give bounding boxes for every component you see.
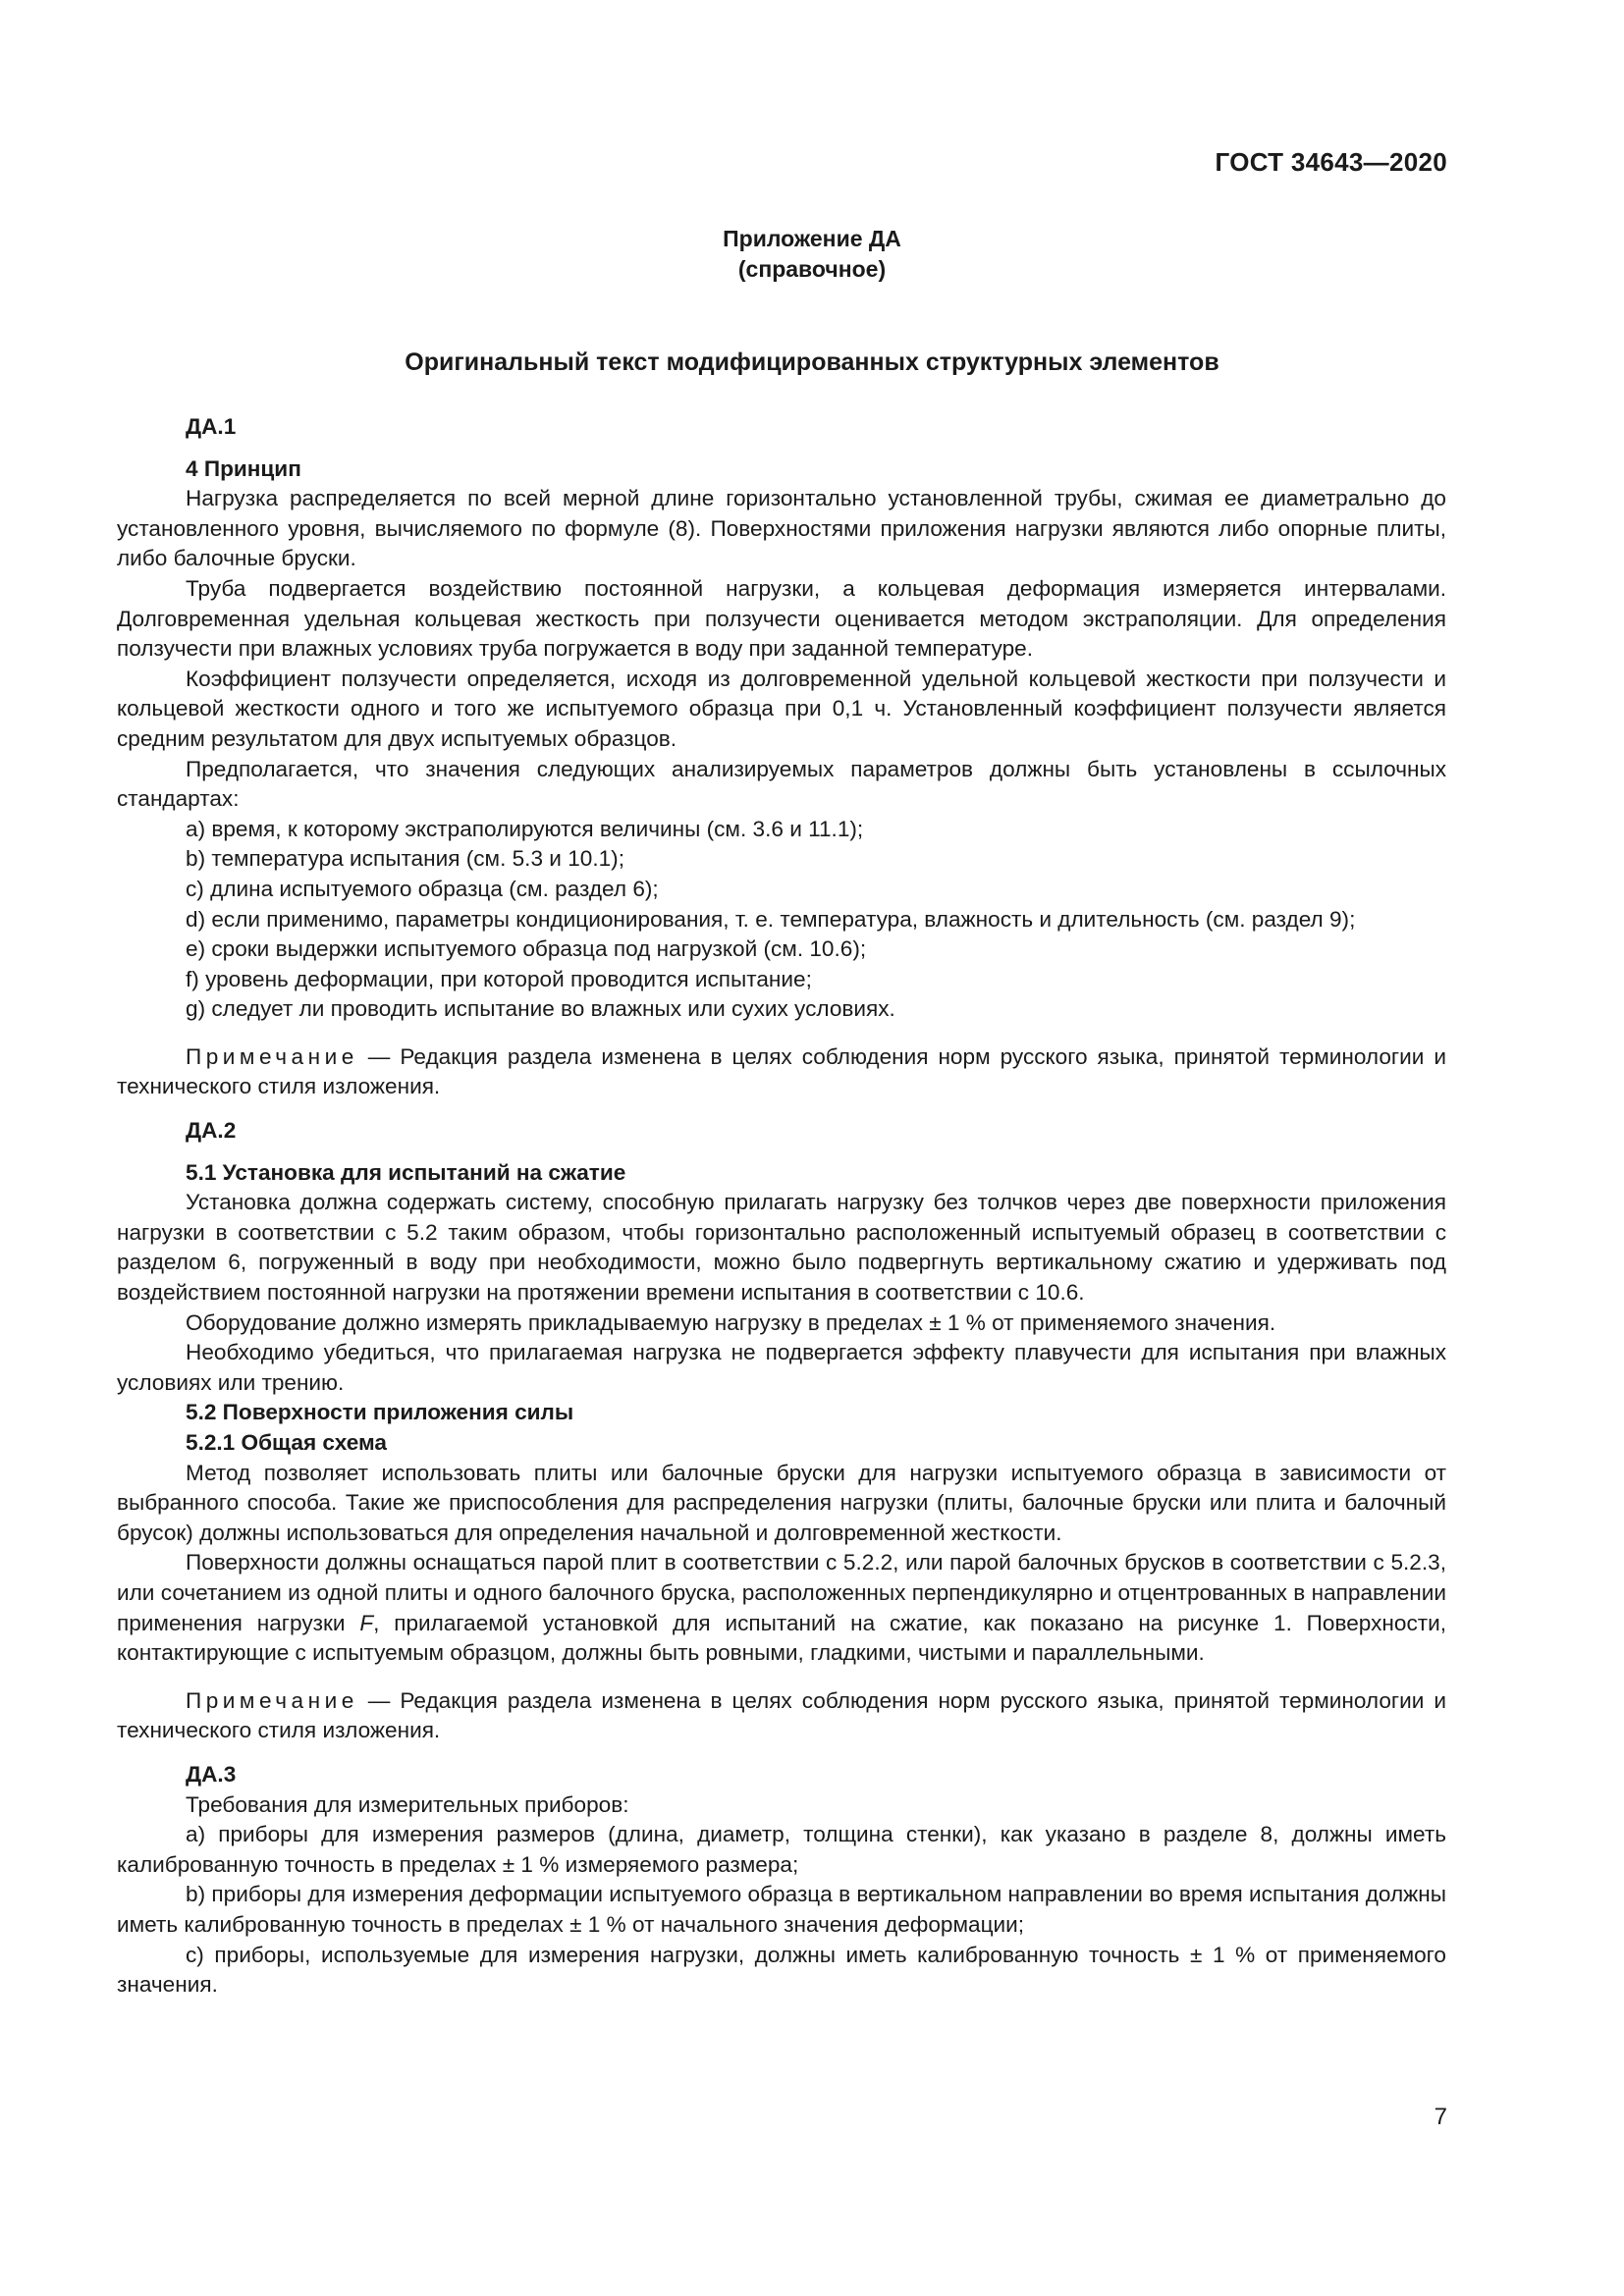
section-label-da1: ДА.1 bbox=[186, 414, 237, 439]
paragraph: Труба подвергается воздействию постоянной нагрузки, а кольцевая деформация измеряется интервалами. Долговременная удельная кольцевая жесткость при ползучести оценивается методом экстраполяции. Для определения ползучести при влажных условиях труба погружается в воду при заданной температуре. bbox=[117, 575, 1446, 662]
list-item: e) сроки выдержки испытуемого образца под нагрузкой (см. 10.6); bbox=[186, 936, 867, 962]
section-label-da2: ДА.2 bbox=[186, 1118, 237, 1144]
paragraph: Метод позволяет использовать плиты или балочные бруски для нагрузки испытуемого образца в зависимости от выбранного способа. Такие же приспособления для распределения нагрузки (плиты, балочные бруски или плита и балочный брусок) должны использоваться для определения начальной и долговременной жесткости. bbox=[117, 1460, 1446, 1545]
paragraph: Установка должна содержать систему, способную прилагать нагрузку без толчков через две поверхности приложения нагрузки в соответствии с 5.2 таким образом, чтобы горизонтально расположенный испытуемый образец в соответствии с разделом 6, погруженный в воду при необходимости, можно было подвергнуть вертикальному сжатию и удерживать под воздействием постоянной нагрузки на протяжении времени испытания в соответствии с 10.6. bbox=[117, 1190, 1446, 1306]
list-item: a) время, к которому экстраполируются величины (см. 3.6 и 11.1); bbox=[186, 816, 864, 841]
annex-type: (справочное) bbox=[737, 256, 887, 282]
list-item: g) следует ли проводить испытание во влажных или сухих условиях. bbox=[186, 996, 895, 1022]
note-label: Примечание bbox=[186, 1043, 358, 1069]
note-text: — Редакция раздела изменена в целях соблюдения норм русского языка, принятой терминологии и технического стиля изложения. bbox=[117, 1687, 1446, 1743]
list-item: a) приборы для измерения размеров (длина, диаметр, толщина стенки), как указано в разделе 8, должны иметь калиброванную точность в пределах ± 1 % измеряемого размера; bbox=[117, 1822, 1446, 1877]
standard-id: ГОСТ 34643—2020 bbox=[1215, 147, 1447, 177]
document-body bbox=[117, 412, 1446, 2001]
section-title-5-2-1: 5.2.1 Общая схема bbox=[186, 1430, 387, 1455]
paragraph: Необходимо убедиться, что прилагаемая нагрузка не подвергается эффекту плавучести для испытания при влажных условиях или трению. bbox=[117, 1340, 1446, 1395]
note-text: — Редакция раздела изменена в целях соблюдения норм русского языка, принятой терминологии и технического стиля изложения. bbox=[117, 1043, 1446, 1099]
section-label-da3: ДА.3 bbox=[186, 1761, 237, 1787]
paragraph: Требования для измерительных приборов: bbox=[186, 1791, 629, 1817]
note bbox=[117, 1686, 1446, 1746]
section-title-5-2: 5.2 Поверхности приложения силы bbox=[186, 1400, 574, 1425]
annex-title: Приложение ДА bbox=[723, 226, 901, 251]
note-label: Примечание bbox=[186, 1687, 358, 1713]
paragraph-text: , прилагаемой установкой для испытаний на сжатие, как показано на рисунке 1. Поверхности, контактирующие с испытуемым образцом, должны быть ровными, гладкими, чистыми и параллельными. bbox=[117, 1610, 1446, 1666]
paragraph-text: Поверхности должны оснащаться парой плит в соответствии с 5.2.2, или парой балочных брусков в соответствии с 5.2.3, или сочетанием из одной плиты и одного балочного бруска, расположенных перпендикулярно и отцентрованных в направлении применения нагрузки bbox=[117, 1550, 1446, 1635]
list-item: f) уровень деформации, при которой проводится испытание; bbox=[186, 966, 812, 991]
list-item: d) если применимо, параметры кондиционирования, т. е. температура, влажность и длительность (см. раздел 9); bbox=[186, 906, 1356, 932]
force-variable: F bbox=[359, 1610, 374, 1635]
note bbox=[117, 1042, 1446, 1102]
paragraph: Нагрузка распределяется по всей мерной длине горизонтально установленной трубы, сжимая ее диаметрально до установленного уровня, вычисляемого по формуле (8). Поверхностями приложения нагрузки являются либо опорные плиты, либо балочные бруски. bbox=[117, 486, 1446, 571]
annex-heading: Оригинальный текст модифицированных структурных элементов bbox=[405, 348, 1219, 376]
list-item: b) приборы для измерения деформации испытуемого образца в вертикальном направлении во время испытания должны иметь калиброванную точность в пределах ± 1 % от начального значения деформации; bbox=[117, 1882, 1446, 1937]
annex-title-block bbox=[0, 224, 1624, 285]
page-number: 7 bbox=[1434, 2104, 1447, 2130]
paragraph: Предполагается, что значения следующих анализируемых параметров должны быть установлены в ссылочных стандартах: bbox=[117, 756, 1446, 812]
section-title-principle: 4 Принцип bbox=[186, 455, 301, 481]
list-item: c) приборы, используемые для измерения нагрузки, должны иметь калиброванную точность ± 1 % от применяемого значения. bbox=[117, 1942, 1446, 1998]
paragraph bbox=[117, 1548, 1446, 1668]
list-item: c) длина испытуемого образца (см. раздел 6); bbox=[186, 876, 659, 901]
paragraph: Оборудование должно измерять прикладываемую нагрузку в пределах ± 1 % от применяемого значения. bbox=[186, 1309, 1276, 1335]
list-item: b) температура испытания (см. 5.3 и 10.1); bbox=[186, 846, 624, 872]
section-title-5-1: 5.1 Установка для испытаний на сжатие bbox=[186, 1159, 626, 1185]
paragraph: Коэффициент ползучести определяется, исходя из долговременной удельной кольцевой жесткости при ползучести и кольцевой жесткости одного и того же испытуемого образца при 0,1 ч. Установленный коэффициент ползучести является средним результатом для двух испытуемых образцов. bbox=[117, 666, 1446, 751]
